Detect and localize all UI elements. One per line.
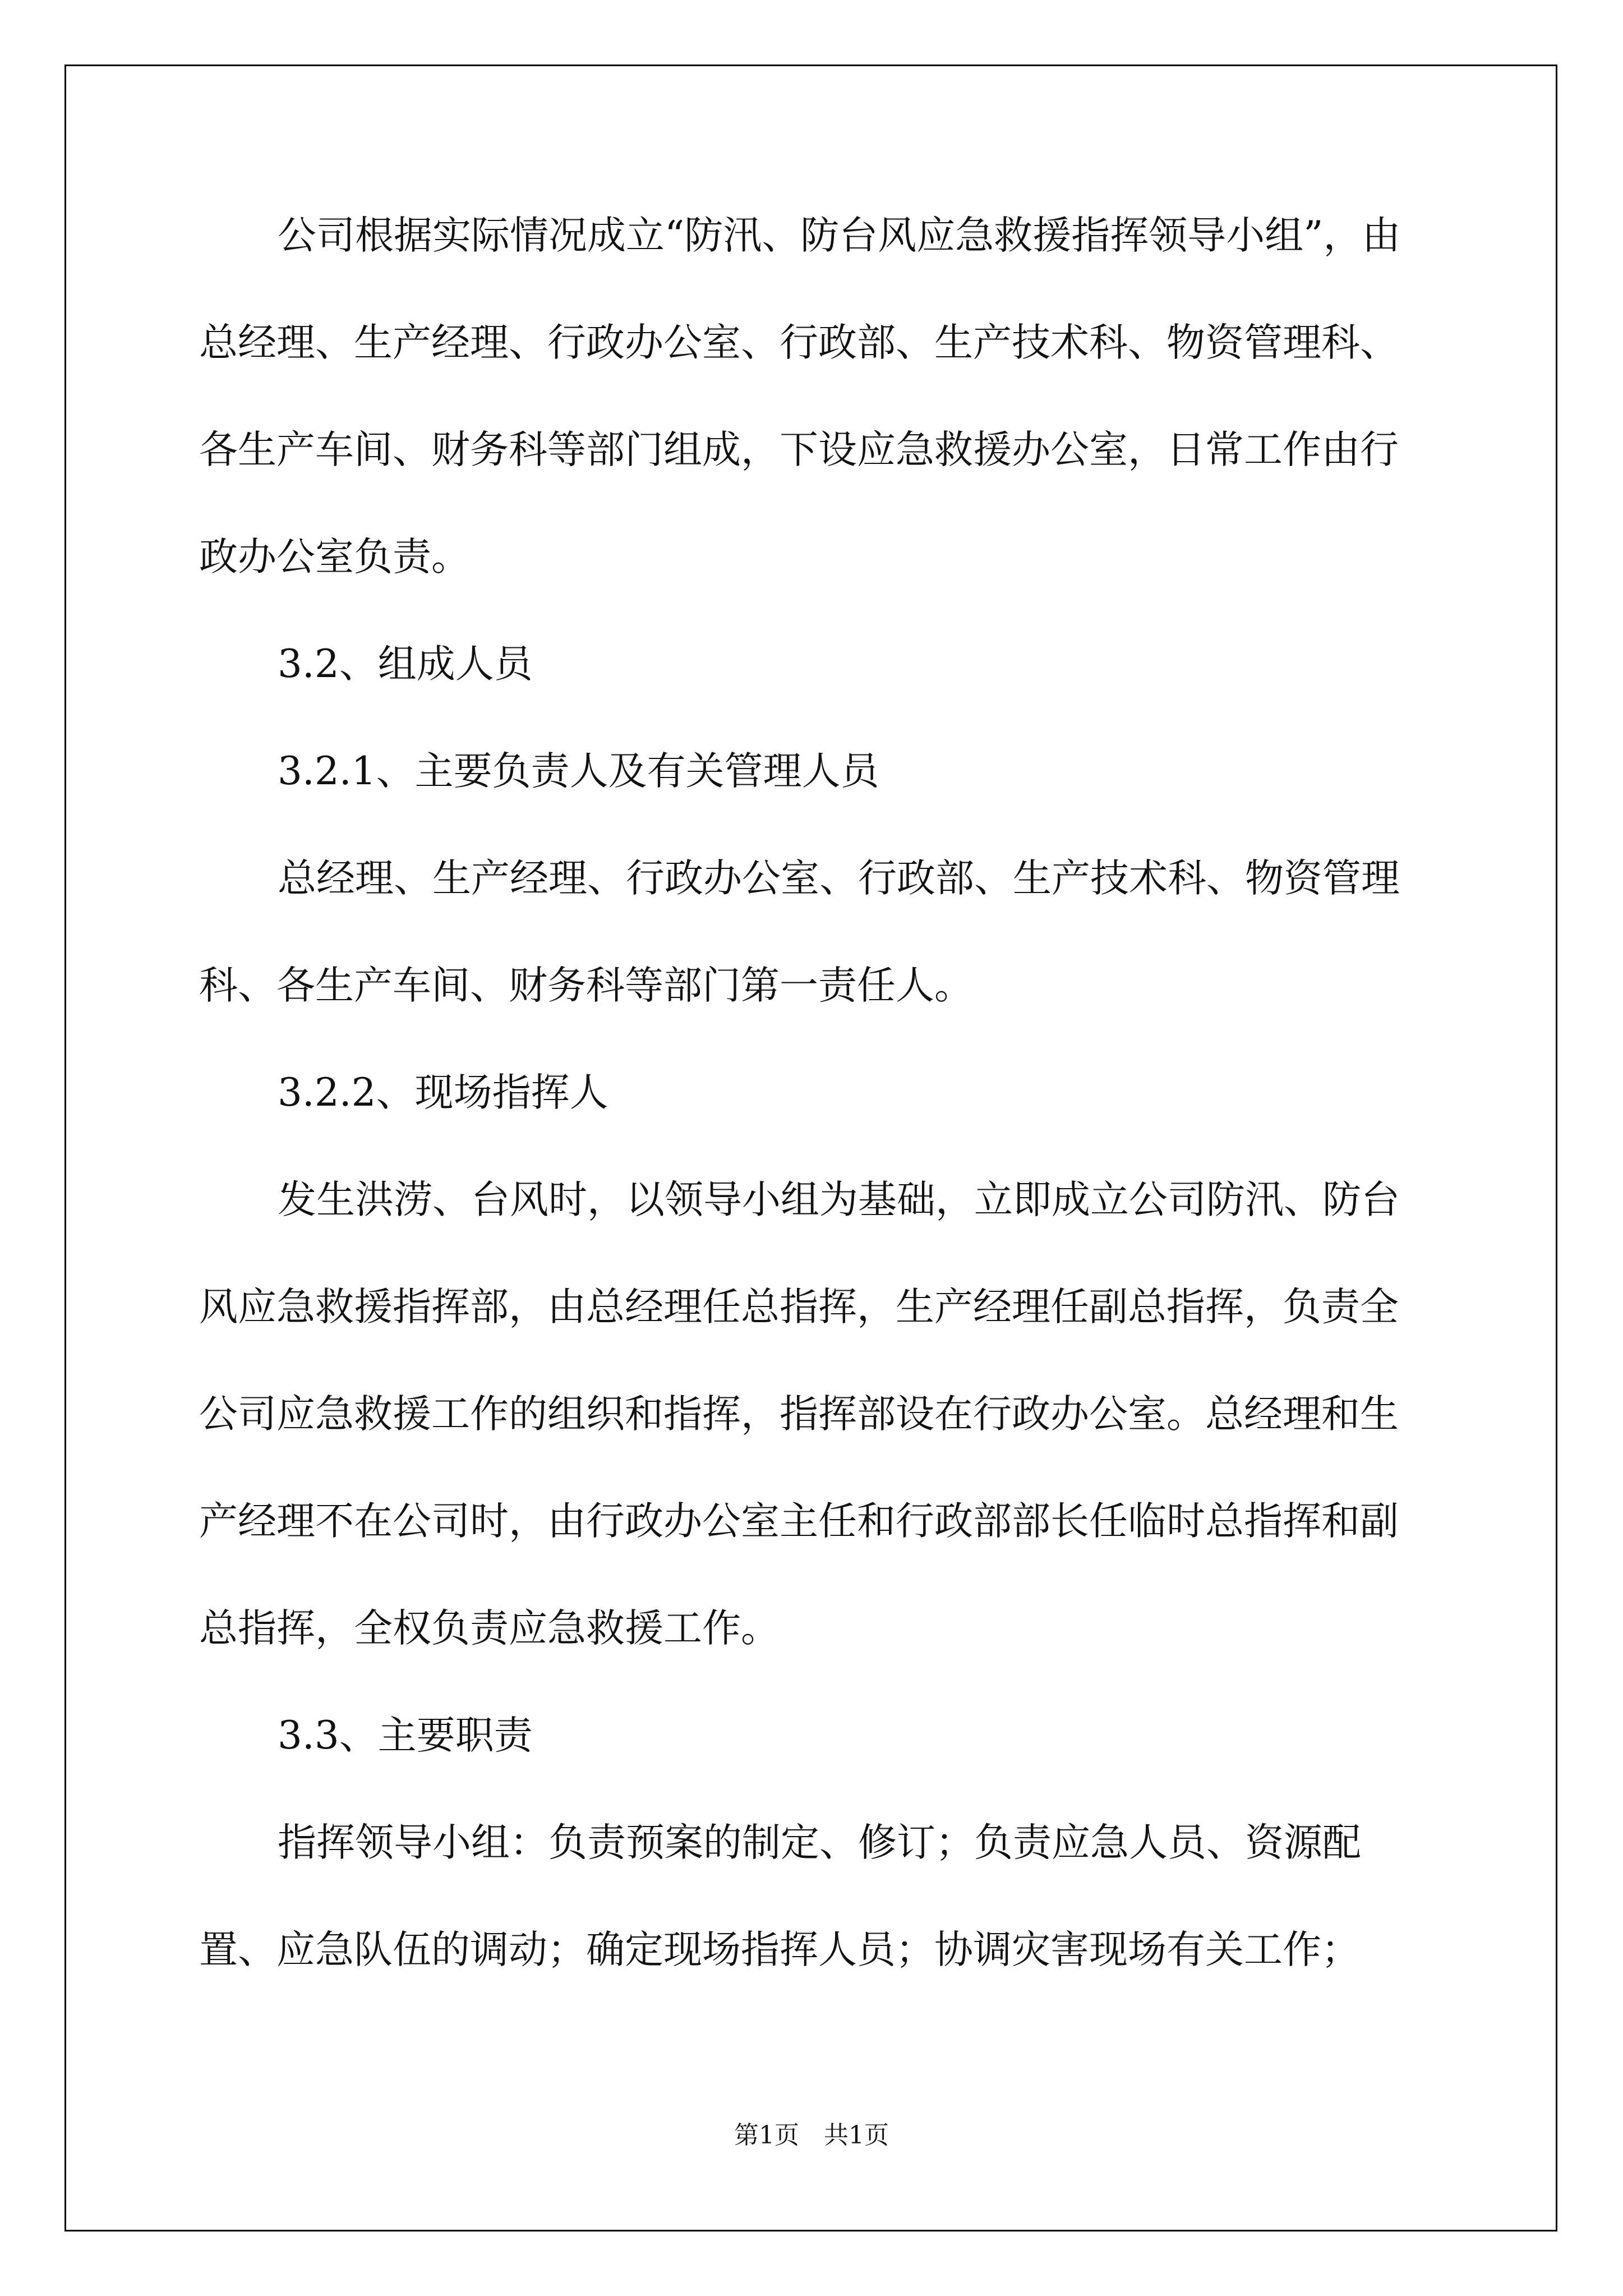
section-heading-3-2-1: 3.2.1、主要负责人及有关管理人员	[278, 749, 879, 794]
section-heading-3-2-2: 3.2.2、现场指挥人	[278, 1070, 608, 1115]
document-body	[199, 182, 1422, 2004]
paragraph-onsite-command: 发生洪涝、台风时，以领导小组为基础，立即成立公司防汛、防台风应急救援指挥部，由总经理任总指挥，生产经理任副总指挥，负责全公司应急救援工作的组织和指挥，指挥部设在行政办公室。总经理和生产经理不在公司时，由行政办公室主任和行政部部长任临时总指挥和副总指挥，全权负责应急救援工作。	[199, 1177, 1400, 1651]
paragraph-responsible-persons: 总经理、生产经理、行政办公室、行政部、生产技术科、物资管理科、各生产车间、财务科等部门第一责任人。	[199, 856, 1400, 1008]
section-heading-3-3: 3.3、主要职责	[278, 1713, 533, 1758]
section-heading-3-2: 3.2、组成人员	[278, 642, 533, 687]
paragraph-org-setup: 公司根据实际情况成立“防汛、防台风应急救援指挥领导小组”，由总经理、生产经理、行政办公室、行政部、生产技术科、物资管理科、各生产车间、财务科等部门组成，下设应急救援办公室，日常工作由行政办公室负责。	[199, 213, 1401, 579]
paragraph-main-duties: 指挥领导小组：负责预案的制定、修订；负责应急人员、资源配置、应急队伍的调动；确定现场指挥人员；协调灾害现场有关工作；	[199, 1820, 1361, 1972]
page-footer: 第1页 共1页	[734, 2121, 889, 2150]
